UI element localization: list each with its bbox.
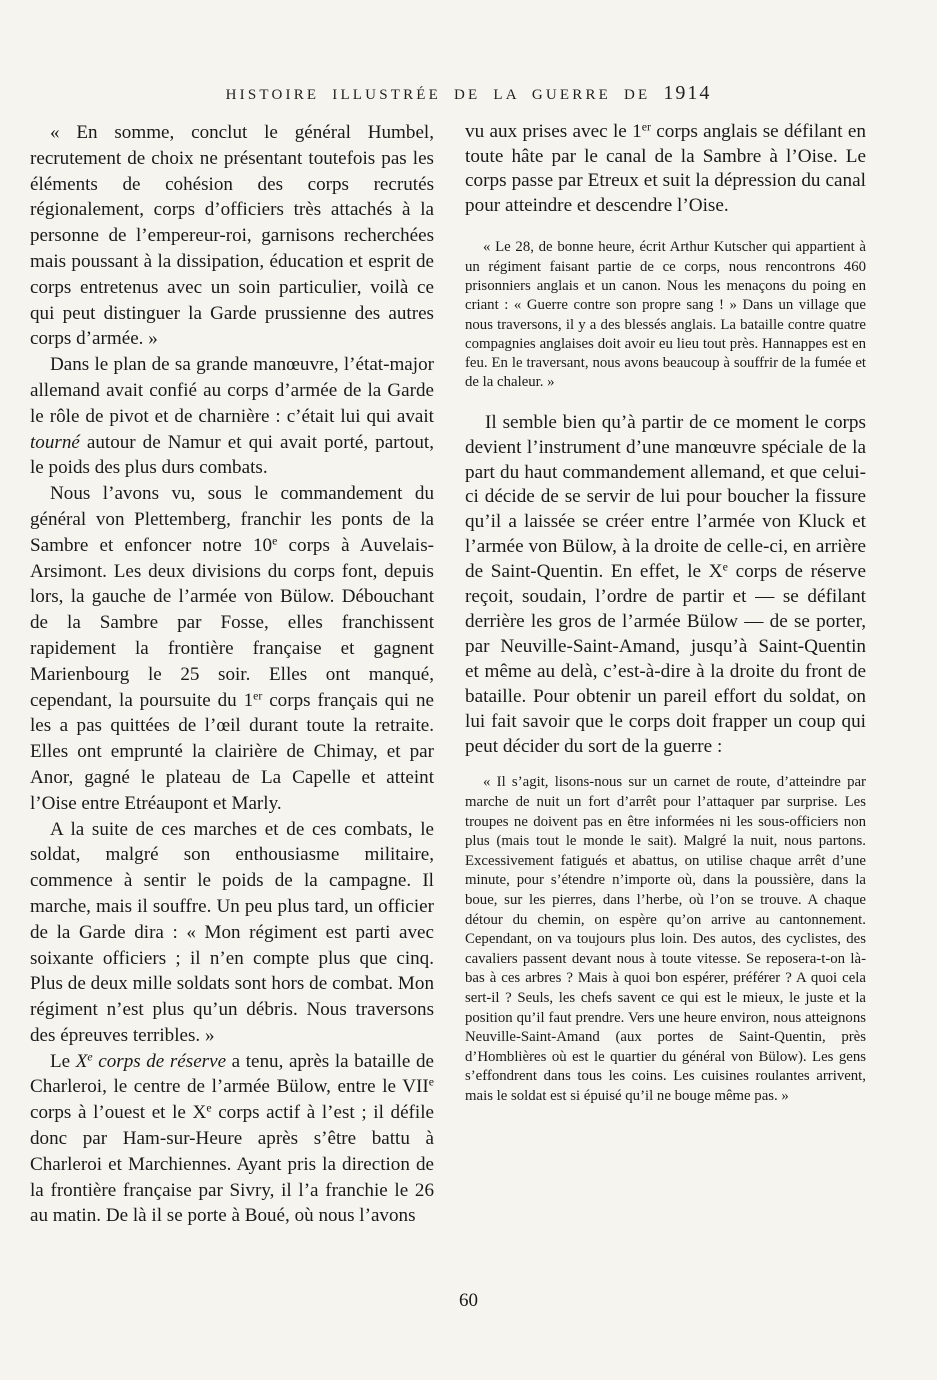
paragraph-grande-manoeuvre: Dans le plan de sa grande manœuvre, l’état-major allemand avait confié au corps d’armée de la Garde le rôle de pivot et de charnière : c’était lui qui avait tourné autour de Namur et qui avait porté, partout, le poids des plus durs combats.	[30, 354, 434, 479]
paragraph-humbel-quote: « En somme, conclut le général Humbel, recrutement de choix ne présentant toutefois pas les éléments de cohésion des corps recrutés régionalement, corps d’officiers très attachés à la personne de l’empereur-roi, garnisons recherchées mais poussant à la dissipation, éducation et esprit de corps entretenus avec un soin particulier, voilà ce qui peut distinguer la Garde prussienne des autres corps d’armée. »	[30, 122, 434, 350]
running-header-title: HISTOIRE ILLUSTRÉE DE LA GUERRE DE	[225, 87, 651, 103]
paragraph-x-corps-reserve: Le Xe corps de réserve a tenu, après la bataille de Charleroi, le centre de l’armée Bülow, entre le VIIe corps à l’ouest et le Xe corps actif à l’est ; il défile donc par Ham-sur-Heure après s’être battu à Charleroi et Marchiennes. Ayant pris la direction de la frontière française par Sivry, il l’a franchie le 26 au matin. De là il se porte à Boué, où nous l’avons	[30, 1049, 434, 1227]
running-header-year: 1914	[663, 82, 712, 104]
quote-carnet-de-route: « Il s’agit, lisons-nous sur un carnet de route, d’atteindre par marche de nuit un fort d’arrêt pour l’attaquer par surprise. Les troupes ne doivent pas en être informées ni les sous-officiers non plus (mais tout le monde le sait). Malgré la nuit, nous partons. Excessivement fatigués et abattus, on utilise chaque arrêt d’une minute, pour s’étendre n’importe où, dans la poussière, dans la boue, sur les pierres, dans l’herbe, où l’on se trouve. A chaque détour du chemin, on espère qu’on arrive au cantonnement. Cependant, on va toujours plus loin. Des autos, des cyclistes, des cavaliers passent devant nous à toute vitesse. Se reposera-t-on là-bas à ces arbres ? Mais à quoi bon espérer, préférer ? A quoi cela sert-il ? Seuls, les chefs savent ce qui est le mieux, le juste et la position qu’il faut prendre. Vers une heure environ, nous atteignons Neuville-Saint-Amand (aux portes de Saint-Quentin, près d’Homblières où est le quartier du général von Bülow). Les gens s’effondrent dans tous les coins. Les cuisines roulantes arrivent, mais le soldat est si épuisé qu’il ne bouge même pas. »	[465, 774, 866, 1104]
running-header	[0, 82, 937, 105]
quote-kutscher: « Le 28, de bonne heure, écrit Arthur Kutscher qui appartient à un régiment faisant partie de ce corps, nous rencontrons 460 prisonniers anglais et un canon. Nous les menaçons du poing en criant : « Guerre contre son propre sang ! » Dans un village que nous traversons, il y a des blessés anglais. La bataille contre quatre compagnies anglaises doit avoir eu lieu tout près. Hannappes est en feu. En le traversant, nous avons beaucoup à souffrir de la fumée et de la chaleur. »	[465, 239, 866, 391]
right-column	[465, 120, 866, 1125]
paragraph-instrument-manoeuvre: Il semble bien qu’à partir de ce moment le corps devient l’instrument d’une manœuvre spéciale de la part du haut commandement allemand, et que celui-ci décide de se servir de lui pour boucher la fissure qu’il a laissée se créer entre l’armée von Kluck et l’armée von Bülow, à la droite de celle-ci, en arrière de Saint-Quentin. En effet, le Xe corps de réserve reçoit, soudain, l’ordre de partir et — se défilant derrière les gros de l’armée Bülow — de se porter, par Neuville-Saint-Amand, jusqu’à Saint-Quentin et même au delà, c’est-à-dire à la droite du front de bataille. Pour obtenir un pareil effort du soldat, on lui fait savoir que le corps doit frapper un coup qui peut décider du sort de la guerre :	[465, 411, 867, 757]
page-number: 60	[459, 1290, 478, 1311]
paragraph-plettemberg: Nous l’avons vu, sous le commandement du général von Plettemberg, franchir les ponts de la Sambre et enfoncer notre 10e corps à Auvelais-Arsimont. Les deux divisions du corps font, depuis lors, la gauche de l’armée von Bülow. Débouchant de la Sambre par Fosse, elles franchissent rapidement la frontière française et gagnent Marienbourg le 25 soir. Elles ont manqué, cependant, la poursuite du 1er corps français qui ne les a pas quittées de l’œil durant toute la retraite. Elles ont emprunté la clairière de Chimay, et par Anor, gagné le plateau de La Capelle et atteint l’Oise entre Etréaupont et Marly.	[30, 483, 434, 814]
left-column	[30, 120, 434, 1229]
paragraph-continuation: vu aux prises avec le 1er corps anglais se défilant en toute hâte par le canal de la Sambre à l’Oise. Le corps passe par Etreux et suit la dépression du canal pour atteindre et descendre l’Oise.	[465, 119, 866, 216]
paragraph-marches-combats: A la suite de ces marches et de ces combats, le soldat, malgré son enthousiasme militaire, commence à sentir le poids de la campagne. Il marche, mais il souffre. Un peu plus tard, un officier de la Garde dira : « Mon régiment est parti avec soixante officiers ; il n’en compte plus que cinq. Plus de deux mille soldats sont hors de combat. Mon régiment n’est plus qu’un débris. Nous traversons des épreuves terribles. »	[30, 818, 434, 1046]
